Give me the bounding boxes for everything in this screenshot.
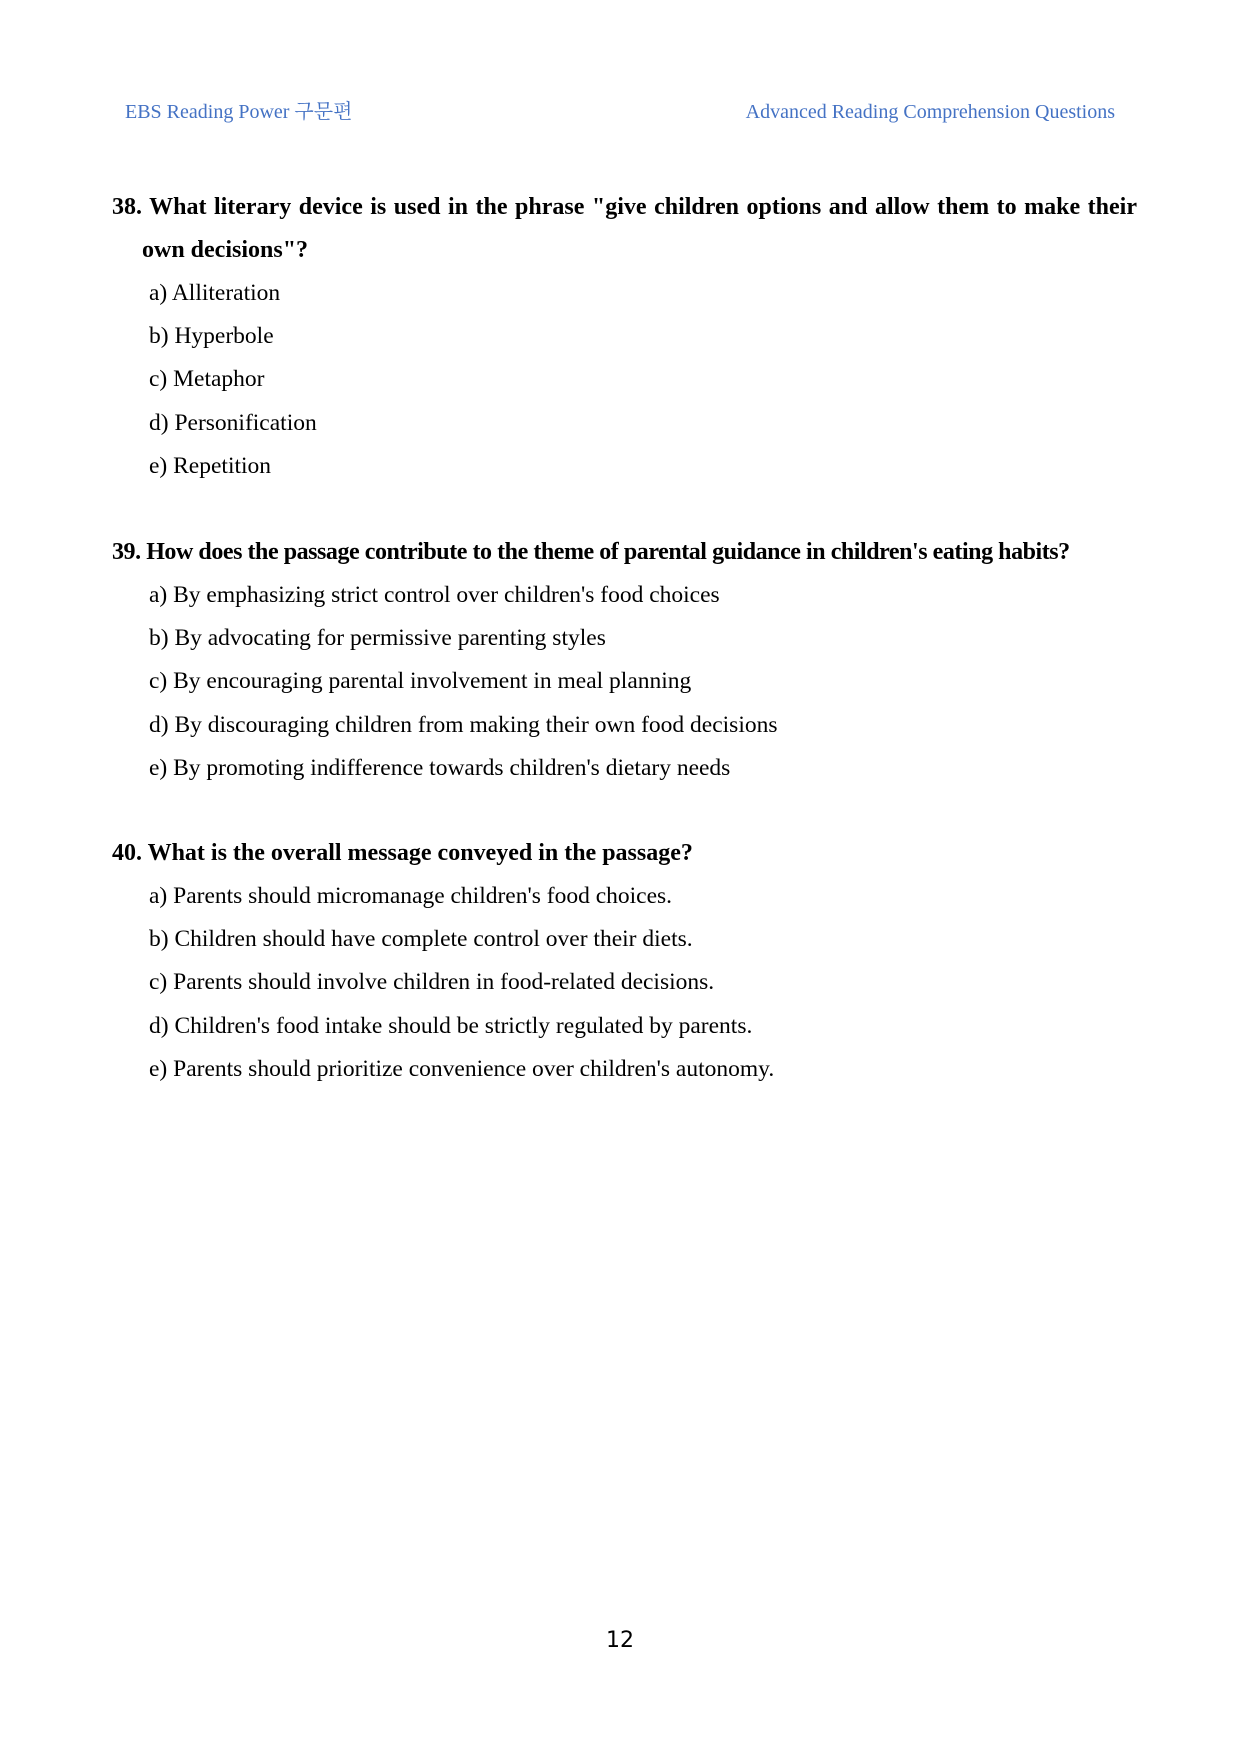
question-stem	[112, 832, 1137, 875]
option-a: a) Alliteration	[149, 280, 281, 306]
option-b: b) By advocating for permissive parenting styles	[149, 625, 606, 652]
question-number: 40.	[112, 840, 142, 866]
option-a: a) By emphasizing strict control over children's food choices	[149, 582, 720, 608]
option-list	[112, 875, 1137, 1091]
option-c: c) Parents should involve children in food-related decisions.	[149, 969, 715, 996]
question-text: How does the passage contribute to the theme of parental guidance in children's eating habits?	[146, 539, 1070, 565]
header-left-title: EBS Reading Power 구문편	[125, 101, 353, 123]
question-stem	[112, 186, 1137, 272]
option-b: b) Children should have complete control over their diets.	[149, 926, 693, 953]
option-c: c) By encouraging parental involvement in meal planning	[149, 668, 692, 695]
option-d: d) Children's food intake should be strictly regulated by parents.	[149, 1012, 753, 1039]
option-e: e) Repetition	[149, 452, 272, 479]
question-number: 38.	[112, 194, 142, 220]
option-list	[112, 272, 1137, 488]
option-e: e) By promoting indifference towards children's dietary needs	[149, 754, 731, 781]
option-d: d) By discouraging children from making their own food decisions	[149, 711, 778, 738]
option-c: c) Metaphor	[149, 366, 265, 393]
header-right-title: Advanced Reading Comprehension Questions	[745, 101, 1115, 123]
option-list	[112, 574, 1137, 790]
option-d: d) Personification	[149, 409, 317, 436]
question-number: 39.	[112, 539, 141, 565]
page-number: 12	[606, 1628, 634, 1653]
question-text: What is the overall message conveyed in the passage?	[147, 840, 693, 866]
question-stem	[112, 531, 1137, 574]
option-e: e) Parents should prioritize convenience over children's autonomy.	[149, 1055, 775, 1082]
question-39	[112, 531, 1137, 790]
question-40	[112, 832, 1137, 1091]
question-38	[112, 186, 1137, 488]
option-b: b) Hyperbole	[149, 323, 274, 350]
option-a: a) Parents should micromanage children's food choices.	[149, 883, 673, 909]
question-text: What literary device is used in the phrase "give children options and allow them to make their own decisions"?	[142, 194, 1137, 263]
